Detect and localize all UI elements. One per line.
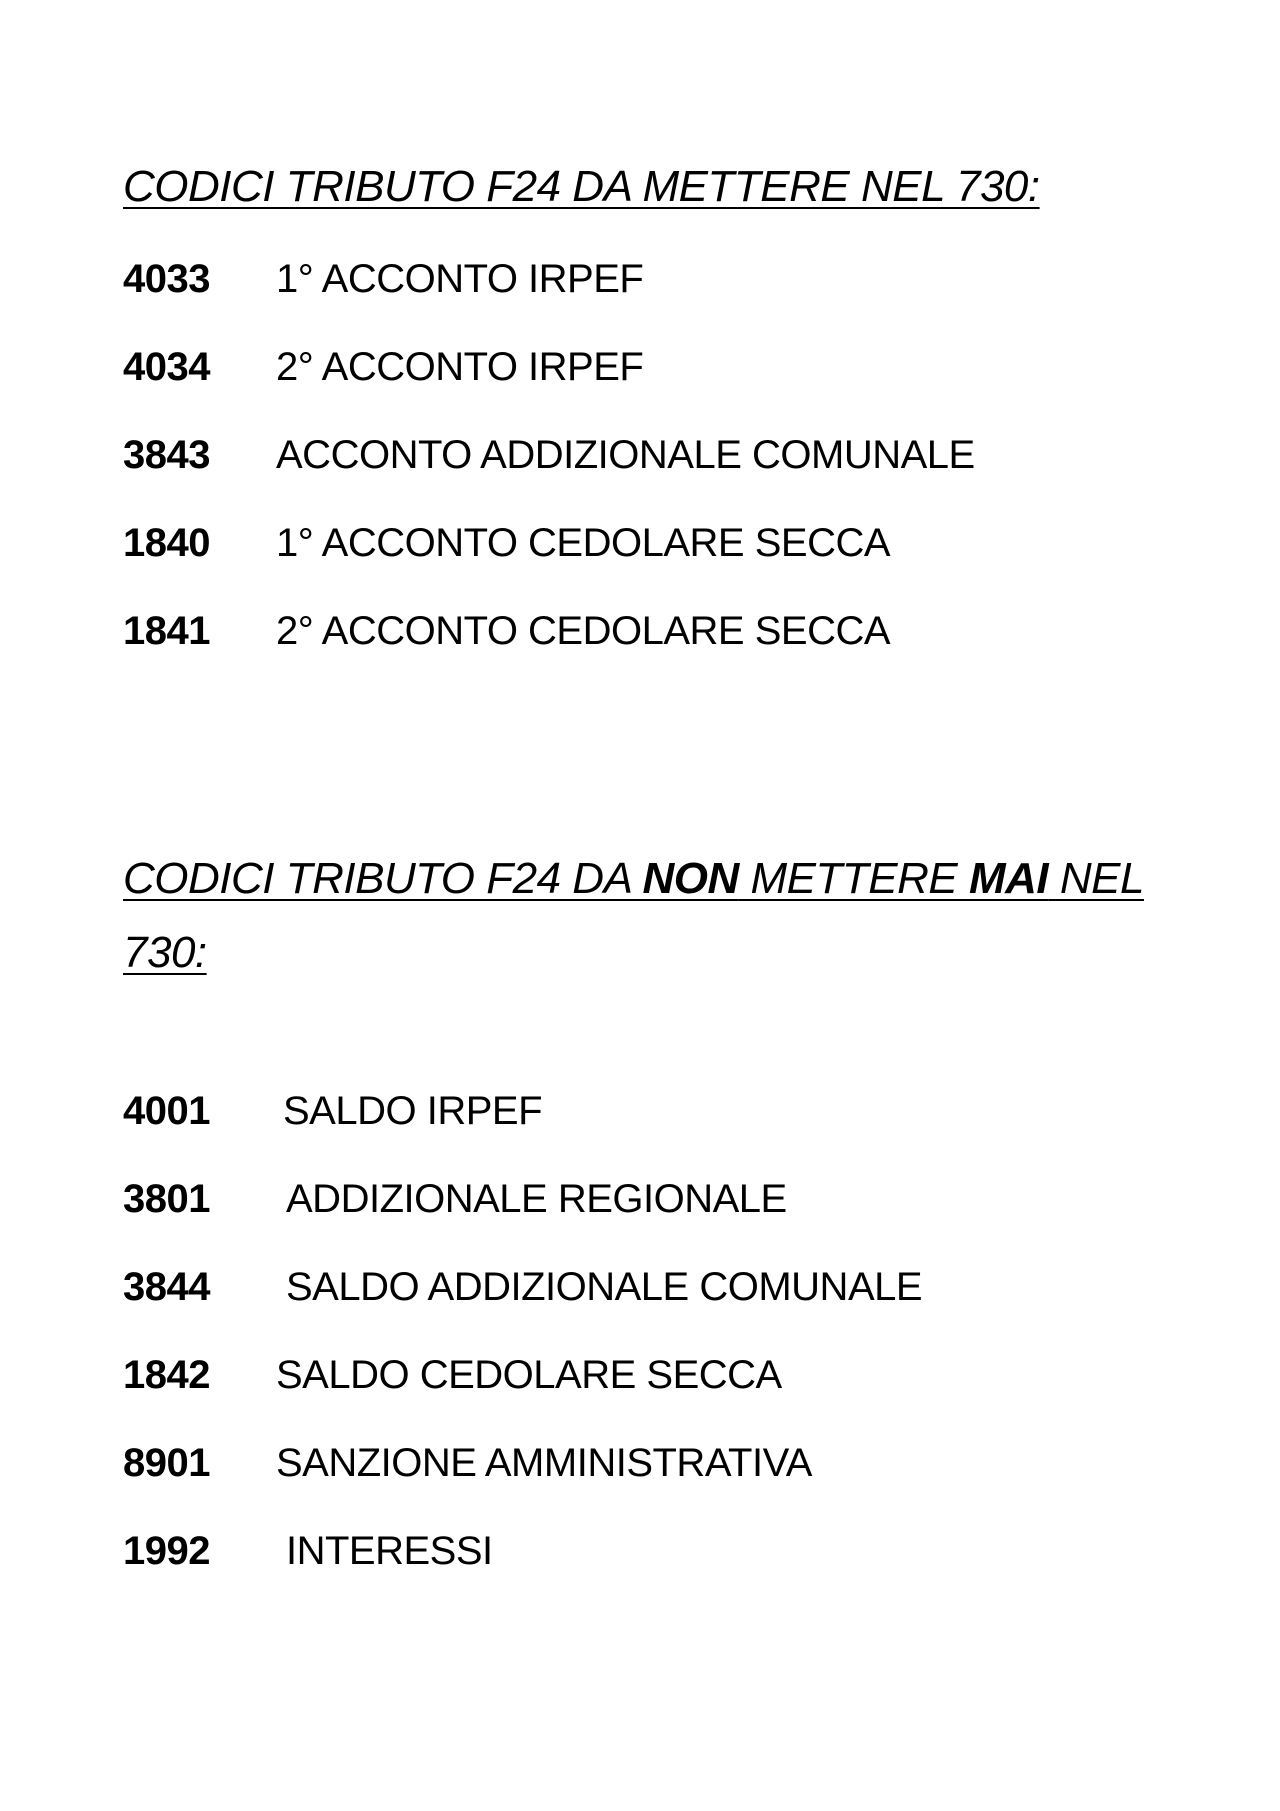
heading-codes-to-include: CODICI TRIBUTO F24 DA METTERE NEL 730: xyxy=(123,162,1040,211)
list-item xyxy=(123,342,644,392)
list-item xyxy=(123,518,891,568)
tax-description: 1° ACCONTO CEDOLARE SECCA xyxy=(276,521,891,565)
tax-code: 1992 xyxy=(123,1529,210,1573)
list-item xyxy=(123,1262,923,1312)
tax-description: SALDO ADDIZIONALE COMUNALE xyxy=(286,1265,923,1309)
tax-code: 4033 xyxy=(123,257,210,301)
list-item xyxy=(123,1350,782,1400)
tax-description: ADDIZIONALE REGIONALE xyxy=(286,1177,787,1221)
tax-code: 1842 xyxy=(123,1353,210,1397)
tax-code: 3843 xyxy=(123,433,210,477)
tax-code: 4001 xyxy=(123,1089,210,1133)
tax-description: 2° ACCONTO IRPEF xyxy=(276,345,644,389)
tax-code: 8901 xyxy=(123,1441,210,1485)
heading-text: CODICI TRIBUTO F24 DA xyxy=(123,854,643,903)
heading-codes-to-exclude xyxy=(123,842,1144,990)
heading-text: METTERE xyxy=(738,854,969,903)
tax-code: 3844 xyxy=(123,1265,210,1309)
tax-description: SALDO IRPEF xyxy=(283,1089,543,1133)
list-item xyxy=(123,254,644,304)
tax-description: INTERESSI xyxy=(286,1529,493,1573)
tax-description: SALDO CEDOLARE SECCA xyxy=(276,1353,782,1397)
list-item xyxy=(123,430,975,480)
list-item xyxy=(123,1086,543,1136)
heading-text: NEL xyxy=(1048,854,1144,903)
tax-description: 1° ACCONTO IRPEF xyxy=(276,257,644,301)
list-item xyxy=(123,1174,787,1224)
heading-emphasis-mai: MAI xyxy=(968,854,1049,903)
tax-code: 1841 xyxy=(123,609,210,653)
tax-description: 2° ACCONTO CEDOLARE SECCA xyxy=(276,609,891,653)
heading-text: 730: xyxy=(123,928,207,977)
tax-code: 4034 xyxy=(123,345,210,389)
list-item xyxy=(123,606,891,656)
list-item xyxy=(123,1438,812,1488)
tax-code: 1840 xyxy=(123,521,210,565)
tax-description: ACCONTO ADDIZIONALE COMUNALE xyxy=(276,433,975,477)
tax-code: 3801 xyxy=(123,1177,210,1221)
list-item xyxy=(123,1526,493,1576)
heading-emphasis-non: NON xyxy=(642,854,739,903)
tax-description: SANZIONE AMMINISTRATIVA xyxy=(276,1441,812,1485)
